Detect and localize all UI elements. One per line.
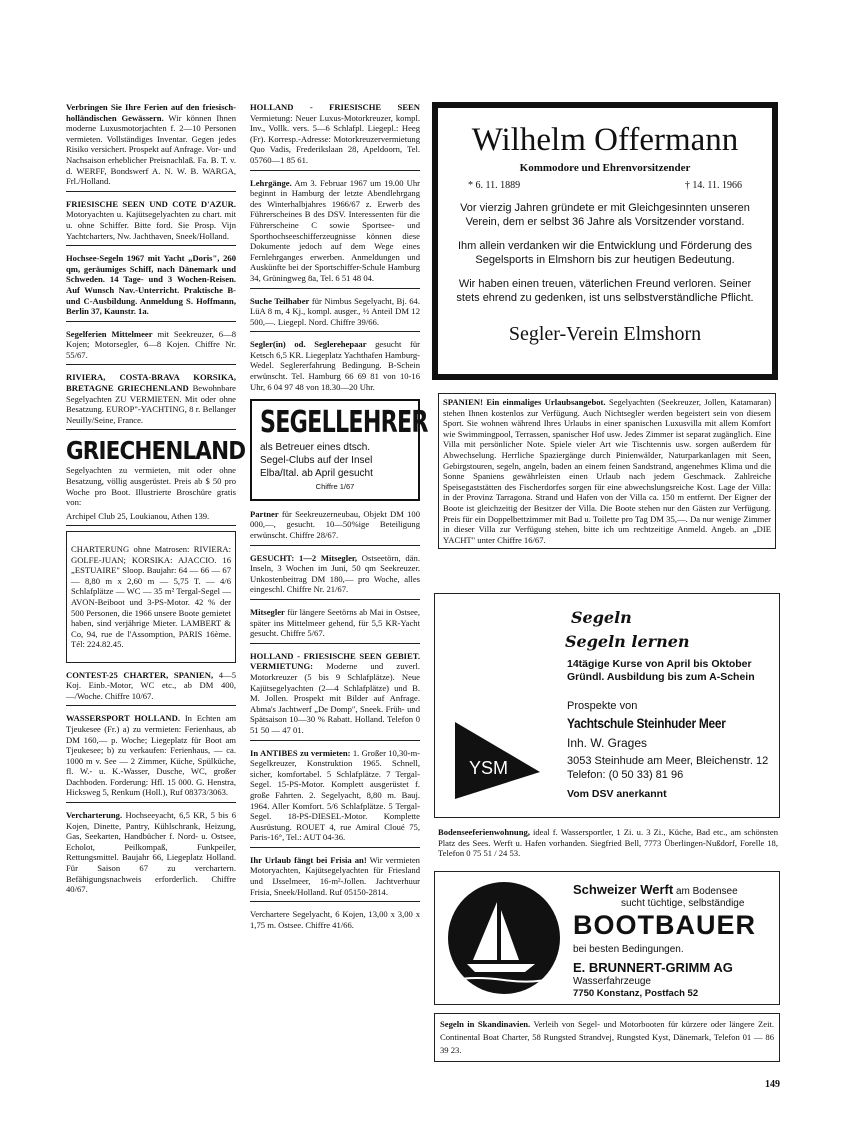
bootbauer-headline: BOOTBAUER: [573, 910, 756, 940]
ad-mitsegler-mittelmeer: Mitsegler für längere Seetörns ab Mai in Ostsee, später ins Mittelmeer gehend, für 5,5 KR-Yacht gesucht. Chiffre 5/67.: [250, 605, 420, 644]
ad-holland-friesische-seen: HOLLAND - FRIESISCHE SEEN Vermietung: Neuer Luxus-Motorkreuzer, kompl. Inv., Vollk. vers. 5—6 Schlafpl. Liegepl.: Heeg (Fr). Korresp.-Adresse: Motorkreuzervermietung Quo Vadis, Frederikslaan 28, Apeldoorn, Tel. 05760—1 85 61.: [250, 100, 420, 171]
ad-yachtschule-steinhuder-meer: Segeln Segeln lernen 14tägige Kurse von April bis Oktober Gründl. Ausbildung bis zum A-Schein Prospekte von Yachtschule Steinhuder Meer Inh. W. Grages 3053 Steinhude am Meer, Bleichenstr. 12 Telefon: (0 50 33) 81 96 Vom DSV anerkannt YSM: [434, 593, 780, 818]
griechenland-headline: GRIECHENLAND: [66, 436, 246, 466]
obituary-club: Segler-Verein Elmshorn: [508, 323, 702, 345]
ysm-sail-logo-icon: [445, 714, 545, 804]
ad-mitsegler-ostsee: GESUCHT: 1—2 Mitsegler, Ostseetörn, dän. Inseln, 3 Wochen im Juni, 50 qm Seekreuzer. Unkostenbeitrag DM 180,— pro Woche, alles eingeschl. Chiffre Nr. 21/67.: [250, 551, 420, 600]
ad-riviera-costa-brava: RIVIERA, COSTA-BRAVA KORSIKA, BRETAGNE GRIECHENLAND Bewohnbare Segelyachten ZU VERMIETEN. Mit oder ohne Besatzung. EUROP"-YACHTING, 8 r. Bellanger Neuilly/Seine, France.: [66, 370, 236, 430]
ad-antibes: In ANTIBES zu vermieten: 1. Großer 10,30-m-Segelkreuzer, Konstruktion 1965. Schnell, sicher, komfortabel. 5 Schlafplätze. 7 Tergal-Segel. 15-PS-Motor. Komplett ausgerüstet f. große Fahrten. 2. Segelyacht, 8,80 m. Bauj. 1964. Aller Komfort. 5/6 Schlafplätze. 5 Tergal-Segel. 18-PS-DIESEL-Motor. Komplette Ausrüstung. ROUET 4, rue Amiral Cloué 75, Paris-16°, Tel.: AUT 04-36.: [250, 746, 420, 848]
classifieds-column-1: [66, 100, 246, 904]
segellehrer-headline: SEGELLEHRER: [260, 405, 428, 441]
ad-suche-teilhaber: Suche Teilhaber für Nimbus Segelyacht, Bj. 64. LüA 8 m, 4 Kj., kompl. ausger., ½ Anteil DM 12 500,—. Liegepl. Nord. Chiffre 39/66.: [250, 294, 420, 333]
svg-text:YSM: YSM: [469, 758, 509, 778]
page-number: 149: [765, 1079, 780, 1090]
obituary-name: Wilhelm Offermann: [471, 122, 739, 158]
ad-vercharterung: Vercharterung. Hochseeyacht, 6,5 KR, 5 bis 6 Kojen, Dinette, Pantry, Kühlschrank, Heizung, Gas, Seekarten, Handbücher f. Nord- u. Ostsee, Echolot, Peilkompaß, Funkpeiler, Rettungsmittel. Baujahr 66, Liegeplatz Holland. Für Saison 67 zu verchartern. Befähigungsnachweis erforderlich. Chiffre 40/67.: [66, 810, 236, 895]
ad-lehrgaenge: Lehrgänge. Am 3. Februar 1967 um 19.00 Uhr beginnt in Hamburg der letzte Abendlehrgang des Winterhalbjahres 1966/67 z. Erwerb des Führerscheines B des DSV. Interessenten für die Führerscheine C sowie Sportsee- und Sporthochseeschifferzeugnisse können diese Dokumente jedoch auf dem Wege eines Fernlehrganges erwerben. Anmeldungen und Auskünfte bei der Sportschiffer-Schule Hamburg 34, Grüningweg 8a, Tel. 6 51 48 04.: [250, 176, 420, 289]
ad-bodensee-ferienwohnung: Bodenseeferienwohnung, ideal f. Wassersportler, 1 Zi. u. 3 Zi., Küche, Bad etc., am schönsten Platz des Sees. Werft u. Hafen vorhanden. Siegfried Bell, 7773 Überlingen-Nußdorf, Forelle 18, Telefon 0 75 51 / 24 53.: [438, 827, 778, 859]
ad-holland-gebiet-vermietung: HOLLAND - FRIESISCHE SEEN GEBIET. VERMIETUNG: Moderne und zuverl. Motorkreuzer (5 bis 9 Schlafplätze). Neue Kajütsegelyachten (2—4 Schlafplätze) und B. M. Jollen. Prospekt mit Bilder auf Anfrage. Abma's Jachtwerf „De Domp", Sneek. Früh- und Spätsaison 10—30 % Rabatt. Holland. Telefon 0 51 50 — 47 01.: [250, 649, 420, 741]
ad-frisia: Ihr Urlaub fängt bei Frisia an! Wir vermieten Motoryachten, Kajütsegelyachten für Friesland und IJsselmeer, 16-m²-Jollen. Jachtverhuur Frisia, Sneek/Holland. Ruf 05150-2814.: [250, 853, 420, 902]
ad-verchartere-segelyacht: Verchartere Segelyacht, 6 Kojen, 13,00 x 3,00 x 1,75 m. Ostsee. Chiffre 41/66.: [250, 909, 420, 930]
ad-segeln-skandinavien: Segeln in Skandinavien. Verleih von Segel- und Motorbooten für kürzere oder längere Zeit. Continental Boat Charter, 58 Rungsted Strandvej, Rungsted Kyst, Dänemark, Telefon 01 — 86 39 23.: [434, 1013, 780, 1062]
ad-hochsee-segeln: Hochsee-Segeln 1967 mit Yacht „Doris", 260 qm, geräumiges Schiff, nach Dänemark und Schweden. 14 Tage- und 3 Wochen-Reisen. Auf Wunsch Nav.-Unterricht. Praktische B- und C-Ausbildung. Anmeldung S. Hoffmann, Berlin 37, Kaunstr. 1a.: [66, 251, 236, 322]
sailboat-picture-icon: [445, 880, 563, 996]
ad-segellehrer-box: SEGELLEHRER als Betreuer eines dtsch. Segel-Clubs auf der Insel Elba/Ital. ab April gesucht Chiffre 1/67: [250, 399, 420, 501]
obituary-dates: * 6. 11. 1889 † 14. 11. 1966: [468, 180, 742, 191]
ad-friesian-motoryachts: Verbringen Sie Ihre Ferien auf den friesisch-holländischen Gewässern. Wir können Ihnen moderne Luxusmotorjachten f. 2—10 Personen vermieten. Vollständiges Inventar. Gegen jedes Risiko versichert. Prospekt auf Anfrage. Vor- und Nachsaison erheblicher Preisnachlaß. Fa. B. T. v. d. WERFF, Bondswerf A. N. W. B. WARGA, Frl./Holland.: [66, 100, 236, 192]
ad-wassersport-holland: WASSERSPORT HOLLAND. In Echten am Tjeukesee (Fr.) a) zu vermieten: Ferienhaus, ab DM 160,— p. Woche; Liegeplatz für Boot am Tjeukesee; b) zu verkaufen: Ferienhaus, — ca. 1000 m v. See — 2 Zimmer, Küche, Spülküche, fl. W.- u. K.-Wasser, Dusche, WC, großer Dachboden. Forderung: Hfl. 15 000. G. Henstra, Hicksweg 5, Renkum (Holl.), Ruf 08373/3063.: [66, 711, 236, 803]
ad-schweizer-werft: Schweizer Werft am Bodensee sucht tüchtige, selbständige BOOTBAUER bei besten Bedingungen. E. BRUNNERT-GRIMM AG Wasserfahrzeuge 7750 Konstanz, Postfach 52: [434, 871, 780, 1005]
ad-charterung-box: CHARTERUNG ohne Matrosen: RIVIERA: GOLFE-JUAN; KORSIKA: AJACCIO. 16 „ESTUAIRE" Sloop. Baujahr: 64 — 66 — 67 — 8,80 m x 2,60 m — 5,75 T. — 4/6 Schlafplätze — WC — 35 m² Tergal-Segel — AVON-Beiboot und 3-PS-Motor. 42 % der 500 Personen, die 1966 unsere Boote gemietet haben, sind verjährige Mieter. LAMBERT & Co, 94, rue de l'Assomption, PARIS 16ème. Tél: 224.82.45.: [66, 531, 236, 662]
ad-spanien: SPANIEN! Ein einmaliges Urlaubsangebot. Segelyachten (Seekreuzer, Jollen, Katamaran) stehen Ihnen kostenlos zur Verfügung. Auch Nichtsegler werden begeistert sein von diesem Sport. Sie wohnen während Ihres Urlaubs in einer spanischen Luxusvilla mit allem Komfort wie Swimmingpool, Terrassen, spanischer Hof usw. Jedes Zimmer ist separat zugänglich. Eine Villa mit persönlicher Note. Spiele vieler Art wie Tischtennis usw. sorgen außerdem für Abwechselung. Herrliche Spaziergänge durch Pinienwälder, Naturparkanlagen mit Seen, Gebirgstouren, segeln, angeln, baden an einem feinen Sandstrand, angenehmes Klima und die Sonne Spaniens gewährleisten einen Urlaub nach jedem Geschmack. Zahlreiche Speisegaststätten des Fischerdorfes sorgen für eine abwechslungsreiche Kost. Lage der Villa: in der Provinz Tarragona. Strand und Hafen von der Villa ca. 150 m entfernt. Der Eigner der Boote ist gleichzeitig der Besitzer der Villa. Die Boote stehen nur den Gästen zur Verfügung. Preis für ein Doppelbettzimmer mit Bad u. Toilette pro Tag DM 35,—. Da nur wenige Zimmer in dieser Villa zur Verfügung stehen, bitte ich um rechtzeitige Anmeld. Angeb. an „DIE YACHT" unter Chiffre 16/67.: [438, 393, 776, 549]
ad-segler-gesucht: Segler(in) od. Seglerehepaar gesucht für Ketsch 6,5 KR. Liegeplatz Yachthafen Hamburg-Wedel. Seglererfahrung Bedingung. B-Schein erwünscht. Tel. Hamburg 66 69 81 von 10-16 Uhr, 6 04 97 48 von 18.30—20 Uhr.: [250, 339, 420, 392]
ad-griechenland: GRIECHENLAND Segelyachten zu vermieten, mit oder ohne Besatzung, völlig ausgerüstet. Preis ab $ 50 pro Woche pro Boot. Illustrierte Broschüre gratis von: Archipel Club 25, Loukianou, Athen 139.: [66, 435, 236, 526]
obituary-role: Kommodore und Ehrenvorsitzender: [519, 162, 691, 174]
ad-segelferien-mittelmeer: Segelferien Mittelmeer mit Seekreuzer, 6—8 Kojen; Motorsegler, 6—8 Kojen. Chiffre Nr. 55/67.: [66, 327, 236, 366]
ad-partner: Partner für Seekreuzerneubau, Objekt DM 100 000,—, gesucht. 10—50%ige Beteiligung erwünscht. Chiffre 28/67.: [250, 507, 420, 546]
ad-friesische-seen-cote-dazur: FRIESISCHE SEEN UND COTE D'AZUR. Motoryachten u. Kajütsegelyachten zu chart. mit u. ohne Schiffer. Bitte ford. Sie Prosp. Vijn Yachtcharters, Nw. Jachthaven, Sneek/Holland.: [66, 197, 236, 246]
obituary-notice: Wilhelm Offermann Kommodore und Ehrenvorsitzender * 6. 11. 1889 † 14. 11. 1966 Vor vierzig Jahren gründete er mit Gleichgesinnten unseren Verein, dem er selbst 36 Jahre als Vorsitzender vorstand. Ihm allein verdanken wir die Entwicklung und Förderung des Segelsports in Elmshorn bis zur heutigen Bedeutung. Wir haben einen treuen, väterlichen Freund verloren. Seiner stets ehrend zu gedenken, ist uns selbstverständliche Pflicht. Segler-Verein Elmshorn: [432, 102, 778, 380]
ad-contest-25: CONTEST-25 CHARTER, SPANIEN, 4—5 Koj. Einb.-Motor, WC etc., ab DM 400,—/Woche. Chiffre 10/67.: [66, 668, 236, 707]
classifieds-column-2: [250, 100, 428, 939]
